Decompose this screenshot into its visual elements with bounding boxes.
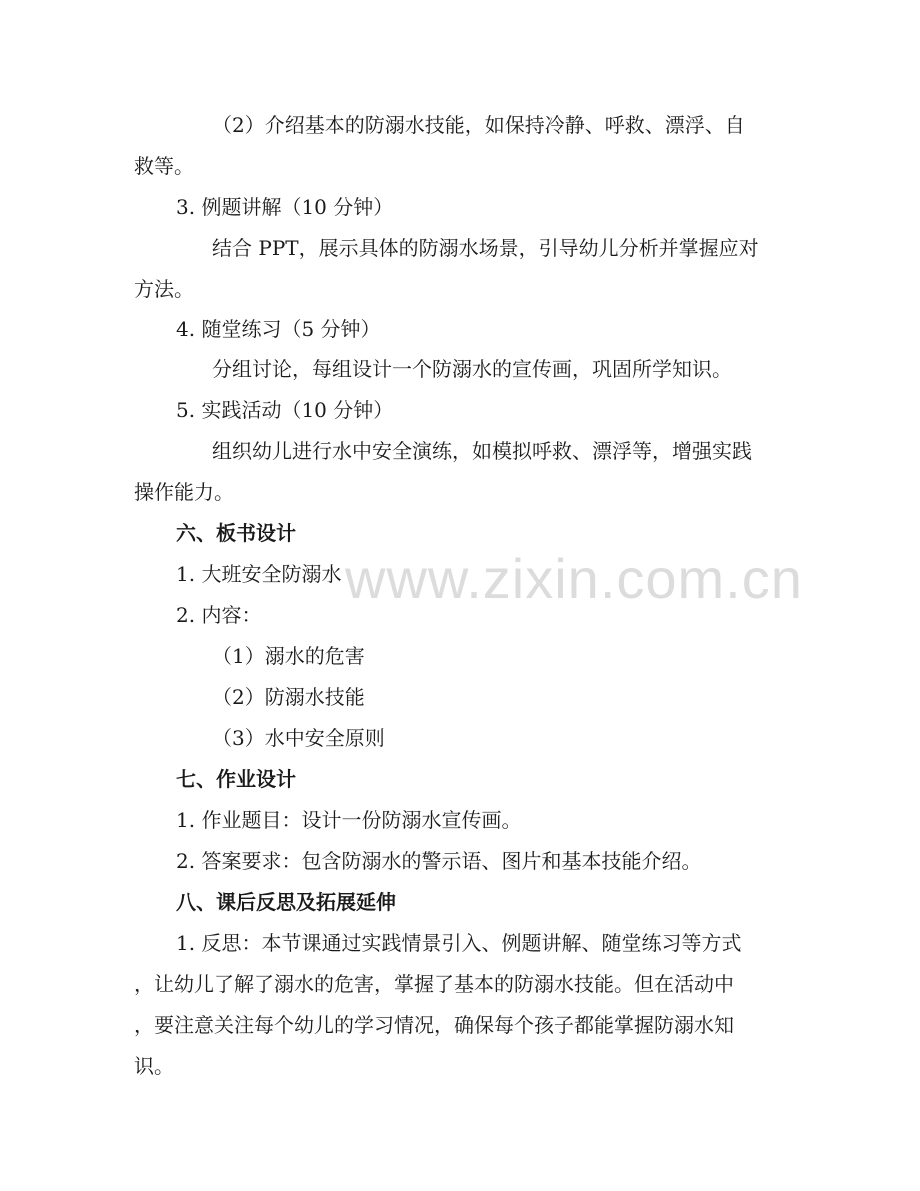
text-line: 结合 PPT，展示具体的防溺水场景，引导幼儿分析并掌握应对: [212, 236, 759, 260]
list-item: 3. 例题讲解（10 分钟）: [176, 195, 394, 219]
section-heading: 八、课后反思及拓展延伸: [176, 890, 396, 914]
text-line: 操作能力。: [134, 480, 234, 504]
list-item: 1. 大班安全防溺水: [176, 562, 342, 586]
text-line: 方法。: [134, 277, 194, 301]
text-line: 识。: [134, 1054, 174, 1078]
list-item: 2. 答案要求：包含防溺水的警示语、图片和基本技能介绍。: [176, 849, 702, 873]
list-item: 2. 内容：: [176, 603, 262, 627]
sub-list-item: （3）水中安全原则: [212, 726, 385, 750]
section-heading: 六、板书设计: [176, 521, 296, 545]
sub-list-item: （2）防溺水技能: [212, 685, 365, 709]
watermark: www.zixin.com.cn: [345, 547, 803, 610]
text-line: ，让幼儿了解了溺水的危害，掌握了基本的防溺水技能。但在活动中: [134, 972, 734, 996]
list-item: 1. 作业题目：设计一份防溺水宣传画。: [176, 808, 522, 832]
text-line: ，要注意关注每个幼儿的学习情况，确保每个孩子都能掌握防溺水知: [134, 1013, 734, 1037]
list-item: 5. 实践活动（10 分钟）: [176, 398, 394, 422]
text-line: 分组讨论，每组设计一个防溺水的宣传画，巩固所学知识。: [212, 357, 732, 381]
text-line: 组织幼儿进行水中安全演练，如模拟呼救、漂浮等，增强实践: [212, 439, 752, 463]
sub-list-item: （1）溺水的危害: [212, 644, 365, 668]
text-line: 救等。: [134, 154, 194, 178]
list-item: 1. 反思：本节课通过实践情景引入、例题讲解、随堂练习等方式: [176, 931, 742, 955]
list-item: 4. 随堂练习（5 分钟）: [176, 317, 381, 341]
text-line: （2）介绍基本的防溺水技能，如保持冷静、呼救、漂浮、自: [212, 113, 745, 137]
section-heading: 七、作业设计: [176, 767, 296, 791]
